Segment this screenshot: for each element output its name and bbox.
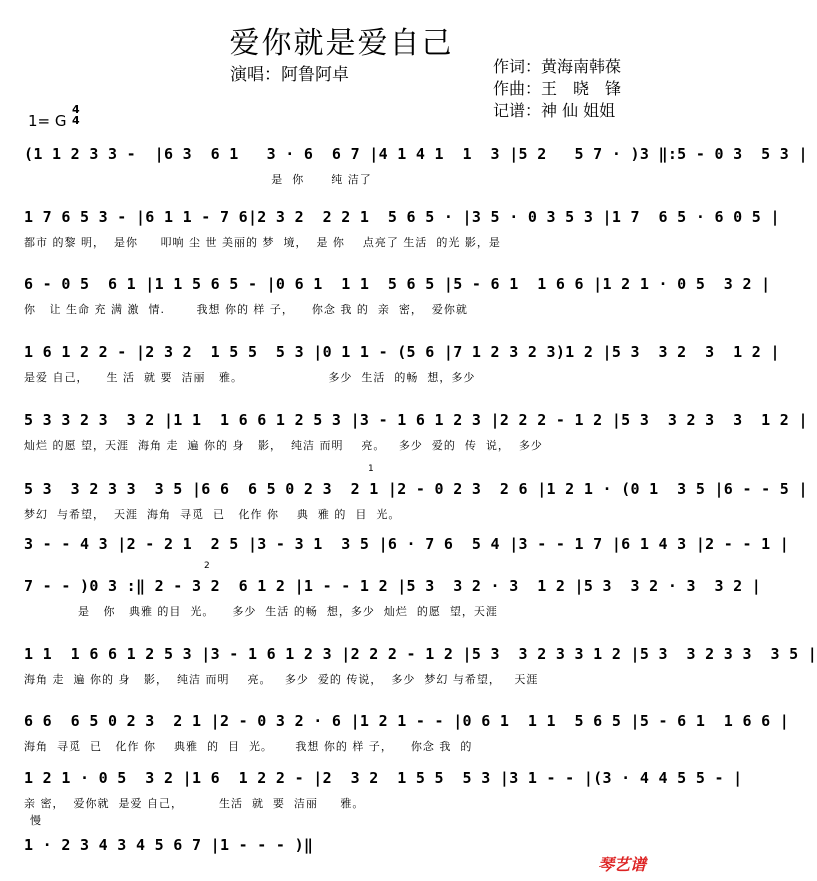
notation-line: (1 1 2 3 3 - |6 3 6 1 3 · 6 6 7 |4 1 4 1 1 3 |5 2 5 7 · )3 ‖:5 - 0 3 5 3 | — [24, 145, 808, 163]
notation-line: 1 6 1 2 2 - |2 3 2 1 5 5 5 3 |0 1 1 - (5 6 |7 1 2 3 2 3)1 2 |5 3 3 2 3 1 2 | — [24, 343, 780, 361]
singer-credit: 演唱：阿鲁阿卓 — [230, 65, 349, 85]
notation-line: 5 3 3 2 3 3 2 |1 1 1 6 6 1 2 5 3 |3 - 1 6 1 2 3 |2 2 2 - 1 2 |5 3 3 2 3 3 1 2 | — [24, 411, 808, 429]
notation-line: 1 1 1 6 6 1 2 5 3 |3 - 1 6 1 2 3 |2 2 2 - 1 2 |5 3 3 2 3 3 1 2 |5 3 3 2 3 3 3 5 | — [24, 645, 817, 663]
lyrics-line: 是爱 自己， 生 活 就 要 洁丽 雅。 多少 生活 的畅 想，多少 — [24, 371, 476, 384]
lyrics-line: 灿烂 的愿 望，天涯 海角 走 遍 你的 身 影， 纯洁 而明 亮。 多少 爱的 传 说， 多少 — [24, 439, 543, 452]
volta-1-marker: 1 — [368, 464, 374, 474]
credits — [493, 56, 621, 122]
notation-line: 3 - - 4 3 |2 - 2 1 2 5 |3 - 3 1 3 5 |6 · 7 6 5 4 |3 - - 1 7 |6 1 4 3 |2 - - 1 | — [24, 535, 790, 553]
notation-line: 1 · 2 3 4 3 4 5 6 7 |1 - - - )‖ — [24, 836, 314, 854]
tempo-mark: 慢 — [30, 814, 41, 827]
time-signature-top: 4 — [72, 103, 80, 116]
lyrics-line: 是 你 典雅 的目 光。 多少 生活 的畅 想，多少 灿烂 的愿 望，天涯 — [24, 605, 498, 618]
lyrics-line: 海角 走 遍 你的 身 影， 纯洁 而明 亮。 多少 爱的 传说， 多少 梦幻 与希望， 天涯 — [24, 673, 539, 686]
lyrics-line: 亲 密， 爱你就 是爱 自己， 生活 就 要 洁丽 雅。 — [24, 797, 365, 810]
lyrics-line: 你 让 生命 充 满 激 情. 我想 你的 样 子， 你念 我 的 亲 密， 爱你就 — [24, 303, 468, 316]
notation-line: 1 2 1 · 0 5 3 2 |1 6 1 2 2 - |2 3 2 1 5 5 5 3 |3 1 - - |(3 · 4 4 5 5 - | — [24, 769, 743, 787]
notation-line: 6 6 6 5 0 2 3 2 1 |2 - 0 3 2 · 6 |1 2 1 - - |0 6 1 1 1 5 6 5 |5 - 6 1 1 6 6 | — [24, 712, 790, 730]
time-signature-bottom: 4 — [72, 114, 80, 127]
notation-line: 5 3 3 2 3 3 3 5 |6 6 6 5 0 2 3 2 1 |2 - 0 2 3 2 6 |1 2 1 · (0 1 3 5 |6 - - 5 | — [24, 480, 808, 498]
notation-line: 1 7 6 5 3 - |6 1 1 - 7 6|2 3 2 2 2 1 5 6 5 · |3 5 · 0 3 5 3 |1 7 6 5 · 6 0 5 | — [24, 208, 780, 226]
time-signature — [72, 104, 80, 126]
transcriber-credit: 记谱：神 仙 姐姐 — [493, 101, 616, 120]
lyrics-line: 是 你 纯 洁了 — [24, 173, 372, 186]
lyrics-line: 都市 的黎 明， 是你 叩响 尘 世 美丽的 梦 境， 是 你 点亮了 生活 的光 影，是 — [24, 236, 501, 249]
notation-line: 7 - - )0 3 :‖ 2 - 3 2 6 1 2 |1 - - 1 2 |5 3 3 2 · 3 1 2 |5 3 3 2 · 3 3 2 | — [24, 577, 762, 595]
lyrics-line: 梦幻 与希望， 天涯 海角 寻觅 已 化作 你 典 雅 的 目 光。 — [24, 508, 401, 521]
site-logo: 琴艺谱 — [598, 855, 647, 874]
key-signature: 1= G — [28, 112, 67, 130]
lyrics-line: 海角 寻觅 已 化作 你 典雅 的 目 光。 我想 你的 样 子， 你念 我 的 — [24, 740, 473, 753]
notation-line: 6 - 0 5 6 1 |1 1 5 6 5 - |0 6 1 1 1 5 6 5 |5 - 6 1 1 6 6 |1 2 1 · 0 5 3 2 | — [24, 275, 771, 293]
song-title: 爱你就是爱自己 — [229, 26, 454, 61]
lyricist-credit: 作词：黄海南韩葆 — [493, 57, 622, 76]
composer-credit: 作曲：王 晓 锋 — [493, 79, 622, 98]
volta-2-marker: 2 — [204, 561, 210, 571]
